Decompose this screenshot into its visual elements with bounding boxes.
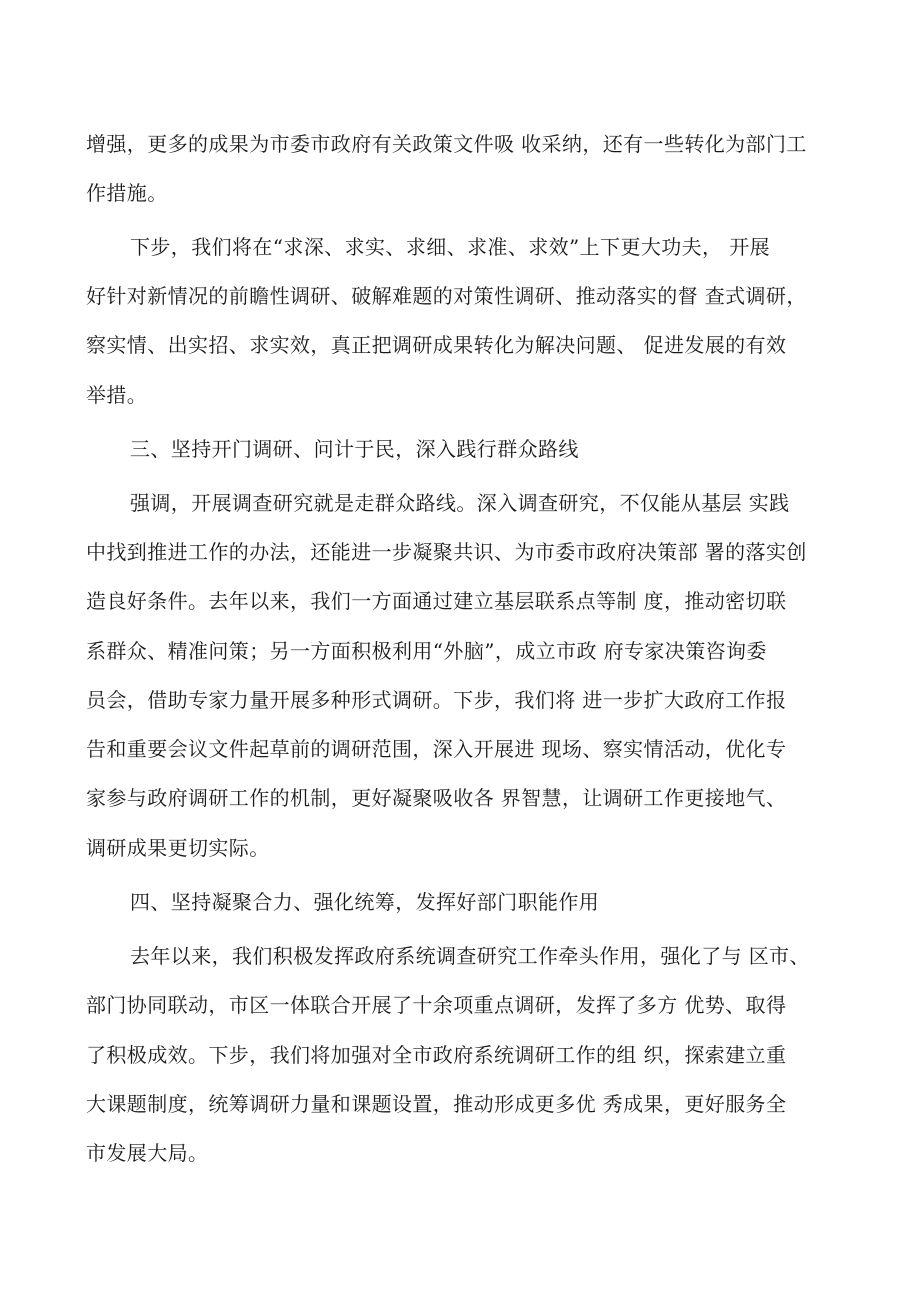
- paragraph-line: 告和重要会议文件起草前的调研范围，深入开展进 现场、察实情活动，优化专: [86, 737, 787, 761]
- section-heading: 三、坚持开门调研、问计于民，深入践行群众路线: [130, 437, 579, 461]
- paragraph-line: 好针对新情况的前瞻性调研、破解难题的对策性调研、推动落实的督 查式调研，: [86, 284, 807, 308]
- section-heading: 四、坚持凝聚合力、强化统筹，发挥好部门职能作用: [130, 890, 600, 914]
- paragraph-line: 家参与政府调研工作的机制，更好凝聚吸收各 界智慧，让调研工作更接地气、: [86, 786, 787, 810]
- paragraph-line: 大课题制度，统筹调研力量和课题设置，推动形成更多优 秀成果，更好服务全: [86, 1092, 787, 1116]
- paragraph-line: 部门协同联动，市区一体联合开展了十余项重点调研，发挥了多方 优势、取得: [86, 993, 787, 1017]
- paragraph-line: 作措施。: [86, 181, 168, 205]
- paragraph-line: 察实情、出实招、求实效，真正把调研成果转化为解决问题、 促进发展的有效: [86, 333, 787, 357]
- paragraph-line: 市发展大局。: [86, 1141, 209, 1165]
- paragraph-line: 强调，开展调查研究就是走群众路线。深入调查研究，不仅能从基层 实践: [130, 491, 790, 515]
- paragraph-line: 去年以来，我们积极发挥政府系统调查研究工作牵头作用，强化了与 区市、: [130, 944, 810, 968]
- paragraph-line: 增强，更多的成果为市委市政府有关政策文件吸 收采纳，还有一些转化为部门工: [86, 132, 807, 156]
- paragraph-line: 下步，我们将在“求深、求实、求细、求准、求效”上下更大功夫， 开展: [130, 235, 771, 259]
- paragraph-line: 员会，借助专家力量开展多种形式调研。下步，我们将 进一步扩大政府工作报: [86, 688, 787, 712]
- paragraph-line: 造良好条件。去年以来，我们一方面通过建立基层联系点等制 度，推动密切联: [86, 589, 787, 613]
- paragraph-line: 了积极成效。下步，我们将加强对全市政府系统调研工作的组 织，探索建立重: [86, 1043, 787, 1067]
- paragraph-line: 中找到推进工作的办法，还能进一步凝聚共识、为市委市政府决策部 署的落实创: [86, 540, 807, 564]
- paragraph-line: 调研成果更切实际。: [86, 836, 270, 860]
- paragraph-line: 系群众、精准问策；另一方面积极利用“外脑”，成立市政 府专家决策咨询委: [86, 639, 767, 663]
- paragraph-line: 举措。: [86, 383, 148, 407]
